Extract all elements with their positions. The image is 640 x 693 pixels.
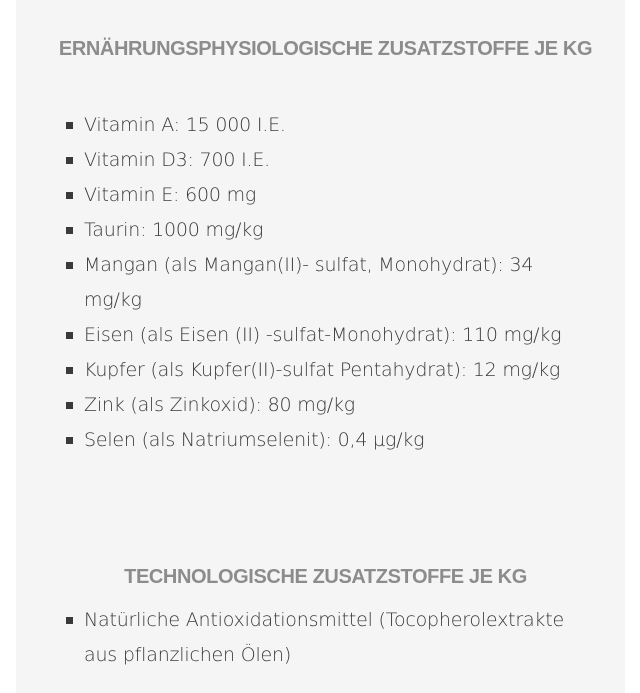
list-item	[64, 248, 574, 318]
list-item-text: Vitamin E: 600 mg	[84, 184, 257, 206]
list-item	[64, 178, 574, 213]
list-item	[64, 603, 574, 673]
section-heading-nutritional-additives: ERNÄHRUNGSPHYSIOLOGISCHE ZUSATZSTOFFE JE KG	[58, 38, 593, 60]
list-item-text: Kupfer (als Kupfer(II)-sulfat Pentahydrat): 12 mg/kg	[84, 359, 561, 381]
square-bullet-icon	[66, 227, 73, 234]
square-bullet-icon	[66, 437, 73, 444]
square-bullet-icon	[66, 122, 73, 129]
technological-additives-list	[64, 603, 574, 673]
list-item	[64, 353, 574, 388]
square-bullet-icon	[66, 192, 73, 199]
list-item-text: Vitamin A: 15 000 I.E.	[84, 114, 286, 136]
square-bullet-icon	[66, 157, 73, 164]
list-item	[64, 318, 574, 353]
list-item	[64, 213, 574, 248]
list-item-text: Zink (als Zinkoxid): 80 mg/kg	[84, 394, 355, 416]
square-bullet-icon	[66, 617, 73, 624]
square-bullet-icon	[66, 367, 73, 374]
list-item-text: Taurin: 1000 mg/kg	[84, 219, 264, 241]
section-heading-technological-additives: TECHNOLOGISCHE ZUSATZSTOFFE JE KG	[124, 566, 527, 588]
list-item-text: Natürliche Antioxidationsmittel (Tocopherolextrakte aus pflanzlichen Ölen)	[84, 609, 564, 666]
content-panel	[16, 0, 625, 693]
square-bullet-icon	[66, 402, 73, 409]
square-bullet-icon	[66, 332, 73, 339]
list-item	[64, 108, 574, 143]
square-bullet-icon	[66, 262, 73, 269]
list-item	[64, 143, 574, 178]
list-item	[64, 388, 574, 423]
list-item-text: Vitamin D3: 700 I.E.	[84, 149, 270, 171]
nutritional-additives-list	[64, 108, 574, 458]
list-item-text: Eisen (als Eisen (II) -sulfat-Monohydrat): 110 mg/kg	[84, 324, 562, 346]
list-item	[64, 423, 574, 458]
list-item-text: Mangan (als Mangan(II)- sulfat, Monohydrat): 34 mg/kg	[84, 254, 534, 311]
list-item-text: Selen (als Natriumselenit): 0,4 µg/kg	[84, 429, 425, 451]
